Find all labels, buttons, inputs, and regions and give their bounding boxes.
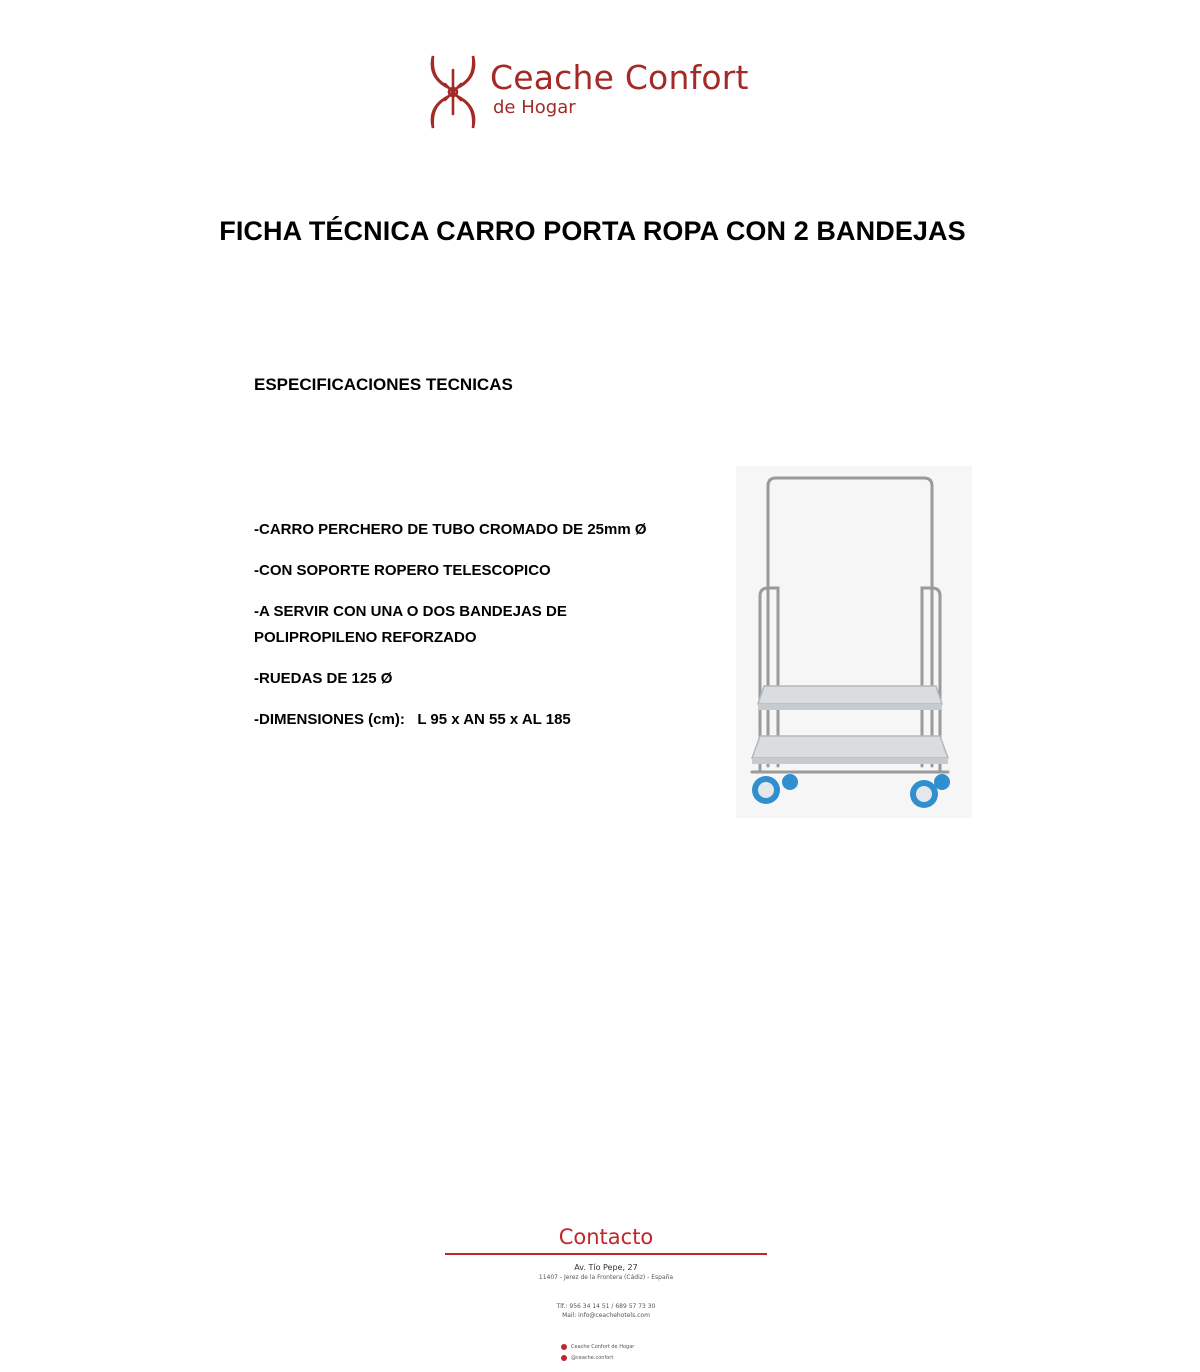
spec-list	[254, 517, 724, 748]
brand-subtitle: de Hogar	[493, 97, 576, 118]
contact-divider	[445, 1253, 767, 1255]
brand-logo-icon	[427, 52, 479, 132]
social-label: @ceache.confort	[571, 1354, 614, 1361]
spec-item: -CON SOPORTE ROPERO TELESCOPICO	[254, 562, 551, 579]
contact-block	[445, 1224, 767, 1321]
contact-title: Contacto	[558, 1225, 654, 1249]
spec-item: -DIMENSIONES (cm): L 95 x AN 55 x AL 185	[254, 711, 571, 728]
instagram-icon	[561, 1355, 567, 1361]
social-links	[561, 1341, 634, 1363]
spec-item: -A SERVIR CON UNA O DOS BANDEJAS DE POLIPROPILENO REFORZADO	[254, 603, 567, 646]
contact-city: 11407 - Jerez de la Frontera (Cádiz) - España	[538, 1274, 674, 1281]
brand-logo	[427, 52, 767, 134]
social-instagram[interactable]	[561, 1352, 634, 1363]
contact-mail: Mail: info@ceachehotels.com	[562, 1312, 650, 1319]
spec-item: -CARRO PERCHERO DE TUBO CROMADO DE 25mm Ø	[254, 521, 647, 538]
product-photo	[736, 466, 972, 818]
spec-heading: ESPECIFICACIONES TECNICAS	[254, 375, 513, 394]
social-facebook[interactable]	[561, 1341, 634, 1352]
contact-phone: Tlf.: 956 34 14 51 / 689 57 73 30	[556, 1303, 656, 1310]
social-label: Ceache Confort de Hogar	[571, 1343, 635, 1350]
spec-item: -RUEDAS DE 125 Ø	[254, 670, 393, 687]
document-title: FICHA TÉCNICA CARRO PORTA ROPA CON 2 BANDEJAS	[219, 216, 966, 246]
contact-address: Av. Tío Pepe, 27	[574, 1263, 638, 1272]
facebook-icon	[561, 1344, 567, 1350]
brand-name: Ceache Confort	[490, 58, 749, 97]
